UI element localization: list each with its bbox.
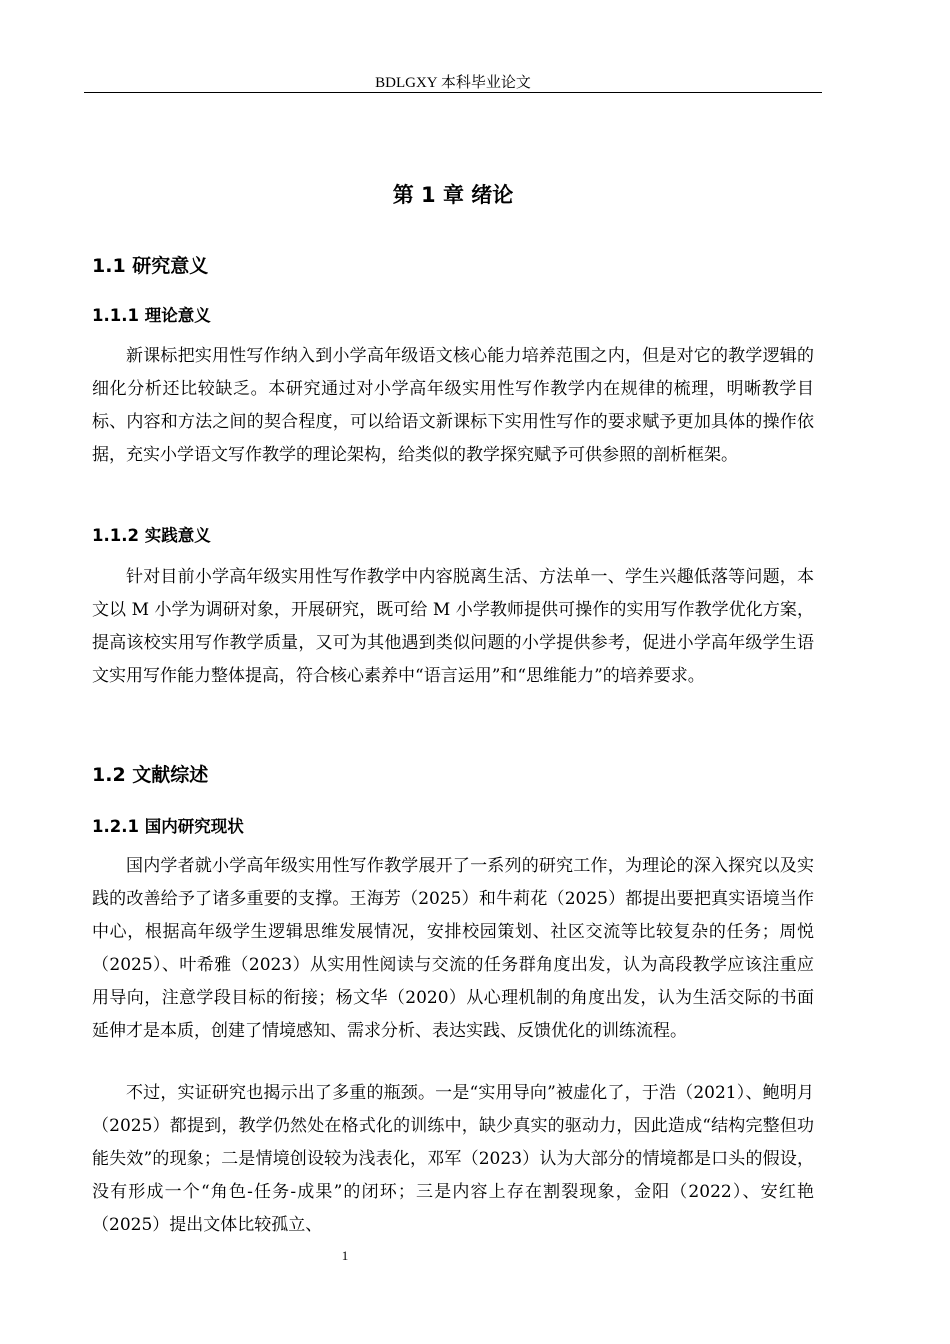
paragraph-domestic-research-1: 国内学者就小学高年级实用性写作教学展开了一系列的研究工作，为理论的深入探究以及实践的改善给予了诸多重要的支撑。王海芳（2025）和牛莉花（2025）都提出要把真实语境当作中心，根据高年级学生逻辑思维发展情况，安排校园策划、社区交流等比较复杂的任务；周悦（2025）、叶希雅（2023）从实用性阅读与交流的任务群角度出发，认为高段教学应该注重应用导向，注意学段目标的衔接；杨文华（2020）从心理机制的角度出发，认为生活交际的书面延伸才是本质，创建了情境感知、需求分析、表达实践、反馈优化的训练流程。 xyxy=(92,856,814,1041)
paragraph-practical-significance: 针对目前小学高年级实用性写作教学中内容脱离生活、方法单一、学生兴趣低落等问题，本文以 M 小学为调研对象，开展研究，既可给 M 小学教师提供可操作的实用写作教学优化方案，提高该校实用写作教学质量，又可为其他遇到类似问题的小学提供参考，促进小学高年级学生语文实用写作能力整体提高，符合核心素养中“语言运用”和“思维能力”的培养要求。 xyxy=(92,567,814,686)
section-heading-literature-review: 1.2 文献综述 xyxy=(92,764,209,786)
subsection-heading-domestic-research: 1.2.1 国内研究现状 xyxy=(92,817,244,836)
subsection-heading-theoretical-significance: 1.1.1 理论意义 xyxy=(92,306,211,325)
subsection-heading-practical-significance: 1.1.2 实践意义 xyxy=(92,526,211,545)
page-number: 1 xyxy=(341,1248,349,1263)
paragraph-theoretical-significance: 新课标把实用性写作纳入到小学高年级语文核心能力培养范围之内，但是对它的教学逻辑的细化分析还比较缺乏。本研究通过对小学高年级实用性写作教学内在规律的梳理，明晰教学目标、内容和方法之间的契合程度，可以给语文新课标下实用性写作的要求赋予更加具体的操作依据，充实小学语文写作教学的理论架构，给类似的教学探究赋予可供参照的剖析框架。 xyxy=(92,346,814,465)
section-heading-research-significance: 1.1 研究意义 xyxy=(92,255,209,277)
chapter-title: 第 1 章 绪论 xyxy=(392,183,514,207)
header-rule xyxy=(84,92,822,93)
paragraph-domestic-research-2: 不过，实证研究也揭示出了多重的瓶颈。一是“实用导向”被虚化了，于浩（2021）、鲍明月（2025）都提到，教学仍然处在格式化的训练中，缺少真实的驱动力，因此造成“结构完整但功能失效”的现象；二是情境创设较为浅表化，邓军（2023）认为大部分的情境都是口头的假设，没有形成一个“角色-任务-成果”的闭环；三是内容上存在割裂现象，金阳（2022）、安红艳（2025）提出文体比较孤立、 xyxy=(92,1083,814,1235)
running-header: BDLGXY 本科毕业论文 xyxy=(375,75,531,91)
